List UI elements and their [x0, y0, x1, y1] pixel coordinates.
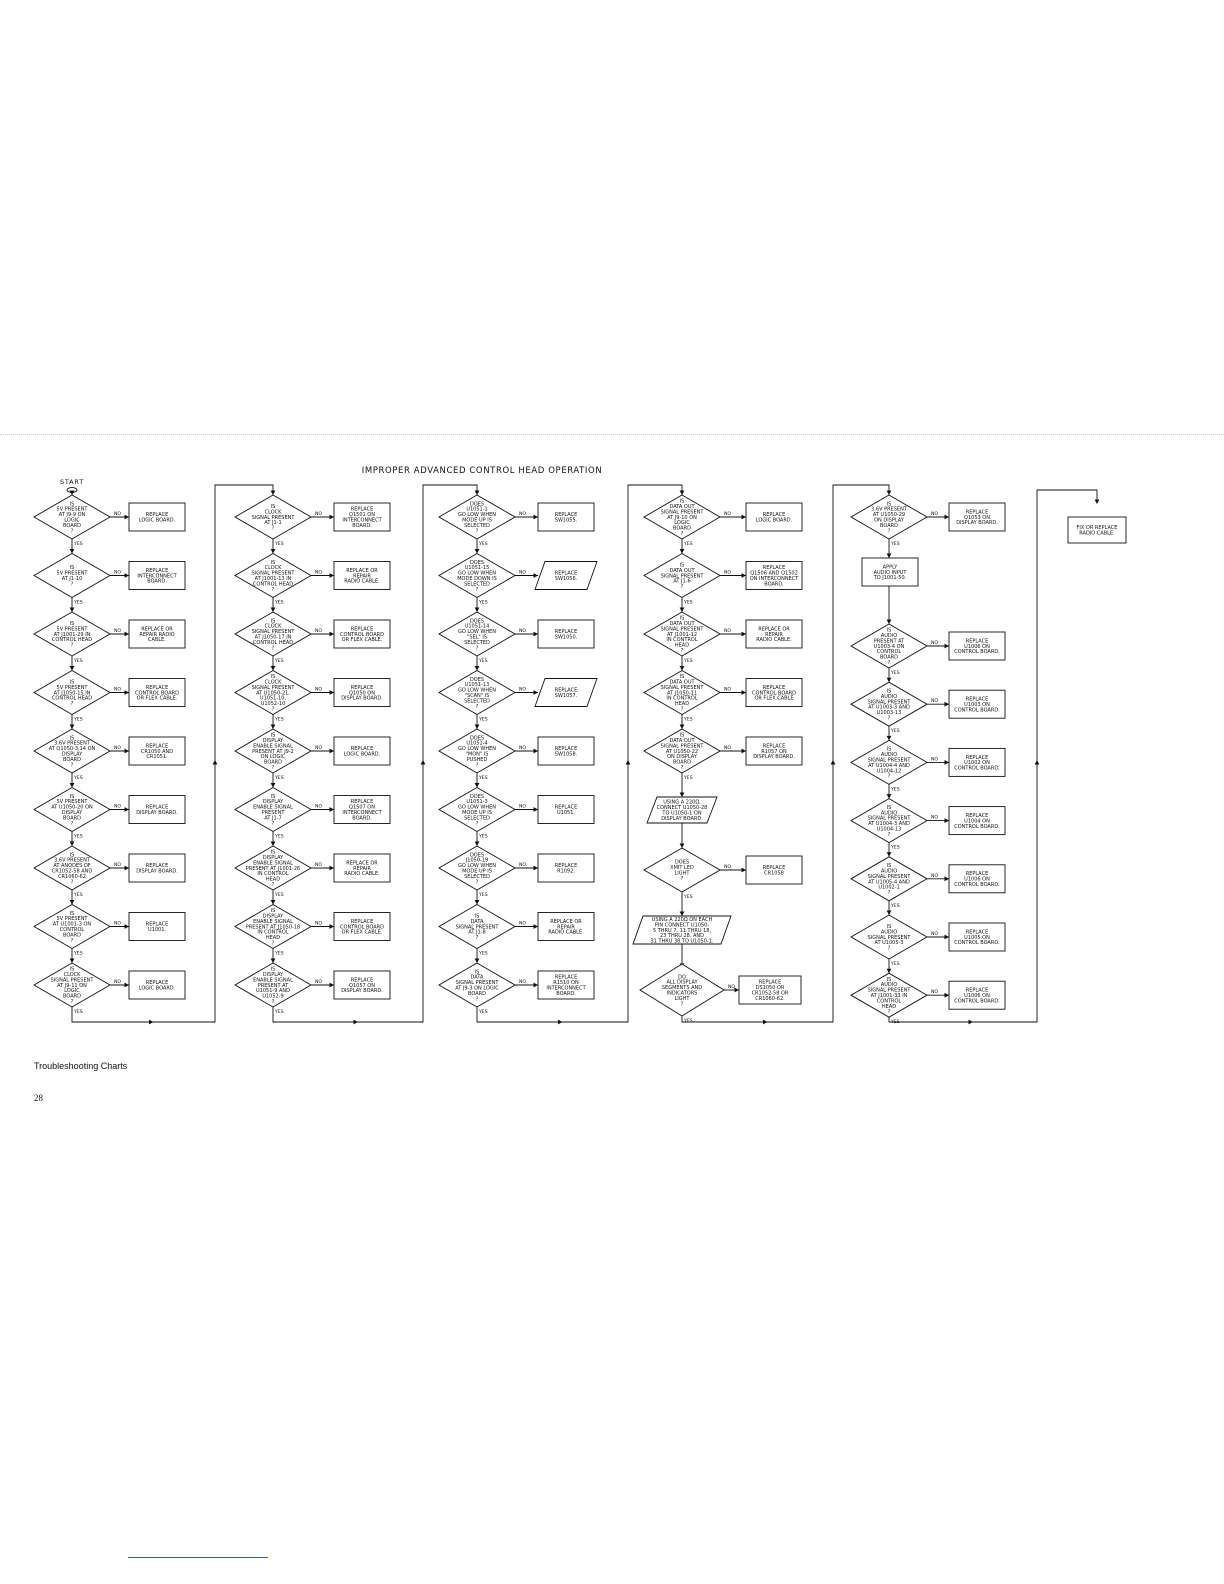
arrowhead-icon: [271, 549, 276, 554]
col1-action-9-text: REPLACE LOGIC BOARD.: [138, 980, 176, 992]
no-label: NO: [931, 990, 939, 996]
arrowhead-icon: [626, 760, 631, 765]
arrowhead-icon: [330, 866, 335, 871]
arrowhead-icon: [70, 549, 75, 554]
no-label: NO: [724, 865, 732, 870]
no-label: NO: [315, 921, 323, 927]
arrowhead-icon: [271, 959, 276, 964]
arrowhead-icon: [887, 852, 892, 857]
arrowhead-icon: [945, 993, 950, 998]
col5-decision-1-question: IS AUDIO PRESENT AT U1003-4 ON CONTROL BOARD ?: [873, 627, 905, 666]
arrowhead-icon: [534, 515, 539, 520]
arrowhead-icon: [125, 573, 130, 578]
no-label: NO: [519, 570, 527, 576]
yes-label: YES: [74, 834, 83, 840]
no-label: NO: [114, 746, 122, 751]
yes-label: YES: [479, 776, 488, 781]
no-label: NO: [519, 921, 527, 927]
col3-action-3-text: REPLACE SW1050.: [554, 629, 578, 641]
arrowhead-icon: [271, 900, 276, 905]
arrowhead-icon: [125, 866, 130, 871]
arrowhead-icon: [558, 1020, 563, 1025]
col2-decision-1-question: IS CLOCK SIGNAL PRESENT AT J1-1 ?: [251, 504, 295, 532]
col4-action-5-text: REPLACE R1057 ON DISPLAY BOARD.: [753, 743, 795, 761]
no-label: NO: [114, 687, 122, 693]
col3-decision-8-question: IS DATA SIGNAL PRESENT AT J1-8 ?: [455, 913, 499, 942]
col1-action-3-text: REPLACE OR REPAIR RADIO CABLE.: [139, 626, 175, 644]
col3-action-4-text: REPLACE SW1057.: [554, 687, 578, 699]
no-label: NO: [114, 863, 122, 868]
arrowhead-icon: [1035, 760, 1040, 765]
yes-label: YES: [74, 717, 83, 723]
col5-step-apply-audio-text: APPLY AUDIO INPUT TO J1001-50.: [873, 564, 907, 582]
arrowhead-icon: [354, 1020, 359, 1025]
no-label: NO: [114, 570, 122, 576]
yes-label: YES: [479, 542, 488, 547]
col1-decision-3-question: IS 5V PRESENT AT J1001-29 IN CONTROL HEAD ?: [51, 621, 93, 649]
arrowhead-icon: [680, 844, 685, 849]
col1-decision-2-question: IS 5V PRESENT AT J1-10 ?: [56, 565, 88, 588]
arrowhead-icon: [680, 608, 685, 613]
arrowhead-icon: [534, 924, 539, 929]
arrowhead-icon: [680, 725, 685, 730]
yes-label: YES: [891, 671, 900, 676]
yes-label: YES: [74, 951, 83, 957]
col5-action-3-text: REPLACE U1002 ON CONTROL BOARD.: [954, 754, 1000, 772]
chart-title: IMPROPER ADVANCED CONTROL HEAD OPERATION: [361, 466, 603, 476]
yes-label: YES: [891, 903, 900, 909]
arrowhead-icon: [421, 760, 426, 765]
yes-label: YES: [684, 717, 693, 723]
no-label: NO: [114, 921, 122, 927]
col1-action-2-text: REPLACE INTERCONNECT BOARD.: [137, 567, 177, 585]
arrowhead-icon: [680, 793, 685, 798]
yes-label: YES: [74, 600, 83, 606]
no-label: NO: [519, 512, 527, 517]
yes-label: YES: [275, 834, 284, 840]
arrowhead-icon: [742, 868, 747, 873]
col5-action-5-text: REPLACE U1006 ON CONTROL BOARD.: [954, 871, 1000, 888]
arrowhead-icon: [70, 842, 75, 847]
no-label: NO: [519, 804, 527, 810]
col1-action-6-text: REPLACE DISPLAY BOARD.: [136, 804, 178, 816]
col4-action-4-text: REPLACE CONTROL BOARD OR FLEX CABLE: [752, 684, 796, 702]
col4-action-xmit-led-text: REPLACE CR1058: [762, 865, 786, 877]
col3-decision-6-question: DOES U1051-3 GO LOW WHEN MODE UP IS SELECTED ?: [457, 793, 497, 827]
yes-label: YES: [74, 542, 83, 547]
col4-step-connect-pins-text: USING A 220Ω ON EACH PIN CONNECT U1050-5 THRU 7, 11 THRU 18, 23 THRU 28, AND 31 THRU 38 TO U1050-1.: [650, 917, 714, 945]
yes-label: YES: [684, 895, 693, 900]
col4-action-3-text: REPLACE OR REPAIR RADIO CABLE.: [756, 626, 792, 644]
yes-label: YES: [479, 600, 488, 606]
no-label: NO: [728, 985, 736, 990]
arrowhead-icon: [534, 573, 539, 578]
col4-decision-2-question: IS DATA OUT SIGNAL PRESENT AT J1-6 ?: [660, 562, 704, 591]
no-label: NO: [931, 641, 939, 646]
col5-action-3v6-text: REPLACE Q1053 ON DISPLAY BOARD.: [956, 509, 998, 527]
yes-label: YES: [275, 717, 284, 723]
col1-decision-4-question: IS 5V PRESENT AT J1050-15 IN CONTROL HEAD ?: [51, 679, 93, 708]
col5-action-7-text: REPLACE U1006 ON CONTROL BOARD.: [954, 987, 1000, 1005]
arrowhead-icon: [70, 783, 75, 788]
arrowhead-icon: [330, 924, 335, 929]
arrowhead-icon: [125, 983, 130, 988]
yes-label: YES: [479, 1010, 488, 1015]
arrowhead-icon: [680, 666, 685, 671]
arrowhead-icon: [534, 749, 539, 754]
arrowhead-icon: [475, 666, 480, 671]
yes-label: YES: [891, 845, 900, 851]
col3-action-5-text: REPLACE SW1058.: [554, 746, 578, 758]
col3-decision-1-question: DOES U1051-1 GO LOW WHEN MODE UP IS SELECTED ?: [457, 501, 497, 535]
col4-step-connect-resistor-text: USING A 220Ω, CONNECT U1050-28 TO U1050-1 ON DISPLAY BOARD.: [656, 799, 708, 822]
col1-action-1-text: REPLACE LOGIC BOARD.: [138, 512, 176, 524]
yes-label: YES: [74, 1010, 83, 1015]
arrowhead-icon: [475, 608, 480, 613]
col2-decision-5-question: IS DISPLAY ENABLE SIGNAL PRESENT AT J9-2 ON LOGIC BOARD ?: [252, 732, 294, 771]
col1-decision-5-question: IS 3.6V PRESENT AT Q1050-3,14 ON DISPLAY BOARD ?: [48, 735, 96, 769]
arrowhead-icon: [475, 549, 480, 554]
col2-decision-2-question: IS CLOCK SIGNAL PRESENT AT J1001-13 IN CONTROL HEAD ?: [251, 559, 295, 593]
col2-decision-7-question: IS DISPLAY ENABLE SIGNAL PRESENT AT J1001-26 IN CONTROL HEAD ?: [245, 849, 301, 888]
arrowhead-icon: [125, 690, 130, 695]
arrowhead-icon: [70, 608, 75, 613]
col1-decision-8-question: IS 5V PRESENT AT U1001-3 ON CONTROL BOARD ?: [52, 910, 92, 944]
yes-label: YES: [275, 600, 284, 606]
yes-label: YES: [479, 717, 488, 723]
no-label: NO: [724, 512, 732, 517]
arrowhead-icon: [735, 988, 740, 993]
arrowhead-icon: [534, 983, 539, 988]
arrowhead-icon: [887, 620, 892, 625]
col4-action-1-text: REPLACE LOGIC BOARD.: [755, 512, 793, 524]
yes-label: YES: [479, 659, 488, 664]
arrowhead-icon: [330, 983, 335, 988]
arrowhead-icon: [271, 783, 276, 788]
yes-label: YES: [275, 893, 284, 898]
arrowhead-icon: [271, 842, 276, 847]
col1-action-8-text: REPLACE U1001.: [145, 921, 169, 933]
yes-label: YES: [684, 1019, 693, 1024]
no-label: NO: [114, 512, 122, 517]
yes-label: YES: [684, 659, 693, 664]
col2-decision-6-question: IS DISPLAY ENABLE SIGNAL PRESENT AT J1-7 ?: [253, 793, 293, 827]
footer-link-underline: [128, 1557, 268, 1558]
no-label: NO: [931, 873, 939, 879]
col3-decision-9-question: IS DATA SIGNAL PRESENT AT J9-3 ON LOGIC BOARD ?: [455, 969, 499, 1003]
yes-label: YES: [891, 1020, 900, 1026]
col4-decision-3-question: IS DATA OUT SIGNAL PRESENT AT J1001-12 IN CONTROL HEAD ?: [660, 615, 704, 654]
arrowhead-icon: [475, 725, 480, 730]
arrowhead-icon: [475, 959, 480, 964]
arrowhead-icon: [125, 924, 130, 929]
no-label: NO: [519, 629, 527, 634]
col4-decision-1-question: IS DATA OUT SIGNAL PRESENT AT J9-10 ON LOGIC BOARD ?: [660, 498, 704, 537]
col5-action-1-text: REPLACE U1006 ON CONTROL BOARD.: [954, 638, 1000, 656]
arrowhead-icon: [887, 794, 892, 799]
arrowhead-icon: [271, 491, 276, 496]
col3-action-9-text: REPLACE R1510 ON INTERCONNECT BOARD.: [546, 974, 586, 997]
yes-label: YES: [891, 729, 900, 735]
arrowhead-icon: [742, 690, 747, 695]
no-label: NO: [114, 980, 122, 985]
no-label: NO: [315, 570, 323, 576]
col3-action-6-text: REPLACE U1051.: [554, 804, 578, 816]
arrowhead-icon: [742, 573, 747, 578]
col1-decision-1-question: IS 5V PRESENT AT J9-9 ON LOGIC BOARD ?: [56, 501, 88, 535]
arrowhead-icon: [887, 491, 892, 496]
col2-action-9-text: REPLACE Q1057 ON DISPLAY BOARD.: [341, 977, 383, 995]
yes-label: YES: [684, 542, 693, 547]
yes-label: YES: [479, 893, 488, 898]
col3-decision-3-question: DOES U1051-14 GO LOW WHEN "SEL" IS SELECTED ?: [457, 618, 497, 652]
arrowhead-icon: [945, 818, 950, 823]
col2-action-6-text: REPLACE Q1507 ON INTERCONNECT BOARD.: [342, 799, 382, 822]
arrowhead-icon: [125, 807, 130, 812]
arrowhead-icon: [475, 491, 480, 496]
no-label: NO: [724, 746, 732, 751]
col1-decision-9-question: IS CLOCK SIGNAL PRESENT AT J9-11 ON LOGIC BOARD ?: [50, 966, 94, 1005]
yes-label: YES: [684, 600, 693, 606]
col2-action-3-text: REPLACE CONTROL BOARD OR FLEX CABLE.: [340, 626, 384, 644]
no-label: NO: [114, 804, 122, 810]
arrowhead-icon: [70, 725, 75, 730]
no-label: NO: [315, 980, 323, 985]
col2-action-8-text: REPLACE CONTROL BOARD OR FLEX CABLE.: [340, 918, 384, 936]
col2-action-7-text: REPLACE OR REPAIR RADIO CABLE.: [344, 860, 380, 878]
arrowhead-icon: [125, 515, 130, 520]
yes-label: YES: [479, 834, 488, 840]
no-label: NO: [931, 699, 939, 705]
arrowhead-icon: [271, 666, 276, 671]
arrowhead-icon: [70, 900, 75, 905]
no-label: NO: [724, 687, 732, 693]
col2-action-2-text: REPLACE OR REPAIR RADIO CABLE.: [344, 567, 380, 585]
yes-label: YES: [891, 787, 900, 793]
col2-decision-9-question: IS DISPLAY ENABLE SIGNAL PRESENT AT U1051-9 AND U1052-9 ?: [253, 966, 293, 1005]
col3-action-2-text: REPLACE SW1056.: [554, 570, 578, 582]
yes-label: YES: [275, 951, 284, 957]
col5-decision-3v6-question: IS 3.6V PRESENT AT U1050-29 ON DISPLAY BOARD ?: [871, 501, 907, 535]
no-label: NO: [315, 863, 323, 868]
col5-decision-6-question: IS AUDIO SIGNAL PRESENT AT U1005-3 ?: [867, 924, 911, 952]
col1-action-7-text: REPLACE DISPLAY BOARD.: [136, 863, 178, 875]
arrowhead-icon: [945, 876, 950, 881]
yes-label: YES: [891, 962, 900, 967]
yes-label: YES: [74, 893, 83, 898]
arrowhead-icon: [475, 900, 480, 905]
col1-action-5-text: REPLACE CR1050 AND CR1051.: [140, 743, 174, 761]
arrowhead-icon: [742, 515, 747, 520]
arrowhead-icon: [70, 666, 75, 671]
yes-label: YES: [74, 776, 83, 781]
col3-decision-5-question: DOES U1051-4 GO LOW WHEN "MON" IS PUSHED ?: [457, 735, 497, 769]
arrowhead-icon: [742, 749, 747, 754]
arrowhead-icon: [945, 644, 950, 649]
no-label: NO: [315, 512, 323, 517]
arrowhead-icon: [680, 491, 685, 496]
col2-decision-4-question: IS CLOCK SIGNAL PRESENT AT U1050-21, U1051-10, U1052-10 ?: [251, 674, 295, 713]
arrowhead-icon: [330, 573, 335, 578]
no-label: NO: [315, 746, 323, 751]
col4-action-segments-text: REPLACE DS1050 OR CR1052-58 OR CR1060-62.: [751, 979, 789, 1002]
arrowhead-icon: [330, 632, 335, 637]
yes-label: YES: [275, 659, 284, 664]
arrowhead-icon: [271, 608, 276, 613]
col3-decision-7-question: DOES J1050-19 GO LOW WHEN MODE UP IS SELECTED ?: [457, 852, 497, 886]
no-label: NO: [931, 815, 939, 821]
no-label: NO: [724, 570, 732, 576]
col5-action-2-text: REPLACE U1003 ON CONTROL BOARD.: [954, 696, 1000, 714]
col4-decision-xmit-led-question: DOES XMIT LED LIGHT ?: [670, 859, 694, 882]
yes-label: YES: [891, 542, 900, 547]
arrowhead-icon: [887, 736, 892, 741]
arrowhead-icon: [887, 678, 892, 683]
no-label: NO: [519, 980, 527, 985]
no-label: NO: [931, 757, 939, 763]
no-label: NO: [114, 629, 122, 634]
col3-decision-4-question: DOES U1051-13 GO LOW WHEN "SCAN" IS SELECTED ?: [457, 676, 497, 710]
no-label: NO: [519, 863, 527, 868]
arrowhead-icon: [330, 515, 335, 520]
arrowhead-icon: [330, 690, 335, 695]
no-label: NO: [315, 687, 323, 693]
arrowhead-icon: [887, 969, 892, 974]
yes-label: YES: [275, 542, 284, 547]
yes-label: YES: [479, 951, 488, 957]
no-label: NO: [931, 932, 939, 937]
col4-decision-segments-question: DO ALL DISPLAY SEGMENTS AND INDICATORS LIGHT ?: [661, 974, 703, 1008]
page-number: 28: [34, 1093, 43, 1103]
arrowhead-icon: [742, 632, 747, 637]
col5-decision-5-question: IS AUDIO SIGNAL PRESENT AT U1005-4 AND U1002-1 ?: [867, 863, 911, 897]
arrowhead-icon: [945, 515, 950, 520]
arrowhead-icon: [534, 632, 539, 637]
arrowhead-icon: [475, 783, 480, 788]
arrowhead-icon: [945, 935, 950, 940]
col5-action-6-text: REPLACE U1005 ON CONTROL BOARD.: [954, 929, 1000, 947]
col3-action-1-text: REPLACE SW1055.: [554, 512, 578, 524]
arrowhead-icon: [125, 632, 130, 637]
no-label: NO: [724, 629, 732, 634]
arrowhead-icon: [763, 1020, 768, 1025]
col5-decision-2-question: IS AUDIO SIGNAL PRESENT AT U1003-3 AND U1003-13 ?: [867, 688, 911, 722]
col1-action-4-text: REPLACE CONTROL BOARD OR FLEX CABLE.: [135, 684, 179, 702]
arrowhead-icon: [945, 760, 950, 765]
yes-label: YES: [74, 659, 83, 664]
col3-decision-2-question: DOES U1051-15 GO LOW WHEN MODE DOWN IS SELECTED ?: [457, 559, 497, 593]
no-label: NO: [519, 746, 527, 751]
arrowhead-icon: [70, 959, 75, 964]
col2-action-5-text: REPLACE LOGIC BOARD.: [343, 746, 381, 758]
arrowhead-icon: [1095, 500, 1100, 505]
arrowhead-icon: [213, 760, 218, 765]
col4-action-2-text: REPLACE Q1506 AND Q1502 ON INTERCONNECT BOARD.: [749, 565, 799, 588]
yes-label: YES: [275, 776, 284, 781]
start-label: START: [59, 478, 85, 486]
col5-action-4-text: REPLACE U1004 ON CONTROL BOARD.: [954, 813, 1000, 830]
col4-decision-4-question: IS DATA OUT SIGNAL PRESENT AT J1050-11 IN CONTROL HEAD ?: [660, 674, 704, 713]
arrowhead-icon: [887, 554, 892, 559]
arrowhead-icon: [330, 749, 335, 754]
col2-action-4-text: REPLACE Q1050 ON DISPLAY BOARD.: [341, 684, 383, 702]
col1-decision-7-question: IS 3.6V PRESENT AT ANODES OF CR1052-58 AND CR1060-62 ?: [51, 852, 93, 886]
arrowhead-icon: [475, 842, 480, 847]
col2-decision-8-question: IS DISPLAY ENABLE SIGNAL PRESENT AT J1050-18 IN CONTROL HEAD ?: [245, 908, 301, 947]
no-label: NO: [315, 804, 323, 810]
col5-decision-3-question: IS AUDIO SIGNAL PRESENT AT U1004-4 AND U1004-12 ?: [867, 746, 911, 780]
arrowhead-icon: [125, 749, 130, 754]
arrowhead-icon: [831, 760, 836, 765]
col5-decision-4-question: IS AUDIO SIGNAL PRESENT AT U1004-3 AND U1004-13 ?: [867, 804, 911, 838]
arrowhead-icon: [945, 702, 950, 707]
flowchart-body: [34, 478, 1126, 1025]
col2-decision-3-question: IS CLOCK SIGNAL PRESENT AT J1050-17 IN CONTROL HEAD ?: [251, 618, 295, 652]
col1-decision-6-question: IS 5V PRESENT AT U1050-20 ON DISPLAY BOARD ?: [51, 793, 93, 827]
arrowhead-icon: [534, 866, 539, 871]
col3-action-7-text: REPLACE R1092.: [554, 863, 578, 875]
arrowhead-icon: [149, 1020, 154, 1025]
col2-action-1-text: REPLACE Q1501 ON INTERCONNECT BOARD.: [342, 506, 382, 529]
page-caption: Troubleshooting Charts: [34, 1061, 128, 1071]
col4-decision-5-question: IS DATA OUT SIGNAL PRESENT AT U1050-22 ON DISPLAY BOARD ?: [660, 732, 704, 771]
col5-decision-7-question: IS AUDIO SIGNAL PRESENT AT J1001-33 IN CONTROL HEAD ?: [867, 976, 911, 1016]
arrowhead-icon: [534, 807, 539, 812]
yes-label: YES: [684, 776, 693, 781]
no-label: NO: [931, 512, 939, 517]
col3-action-8-text: REPLACE OR REPAIR RADIO CABLE.: [548, 918, 584, 936]
final-action-fix-radio-cable-text: FIX OR REPLACE RADIO CABLE.: [1076, 525, 1118, 537]
yes-label: YES: [275, 1010, 284, 1015]
no-label: NO: [519, 687, 527, 693]
arrowhead-icon: [534, 690, 539, 695]
arrowhead-icon: [330, 807, 335, 812]
arrowhead-icon: [680, 549, 685, 554]
arrowhead-icon: [271, 725, 276, 730]
arrowhead-icon: [887, 911, 892, 916]
no-label: NO: [315, 629, 323, 634]
arrowhead-icon: [680, 912, 685, 917]
arrowhead-icon: [969, 1020, 974, 1025]
